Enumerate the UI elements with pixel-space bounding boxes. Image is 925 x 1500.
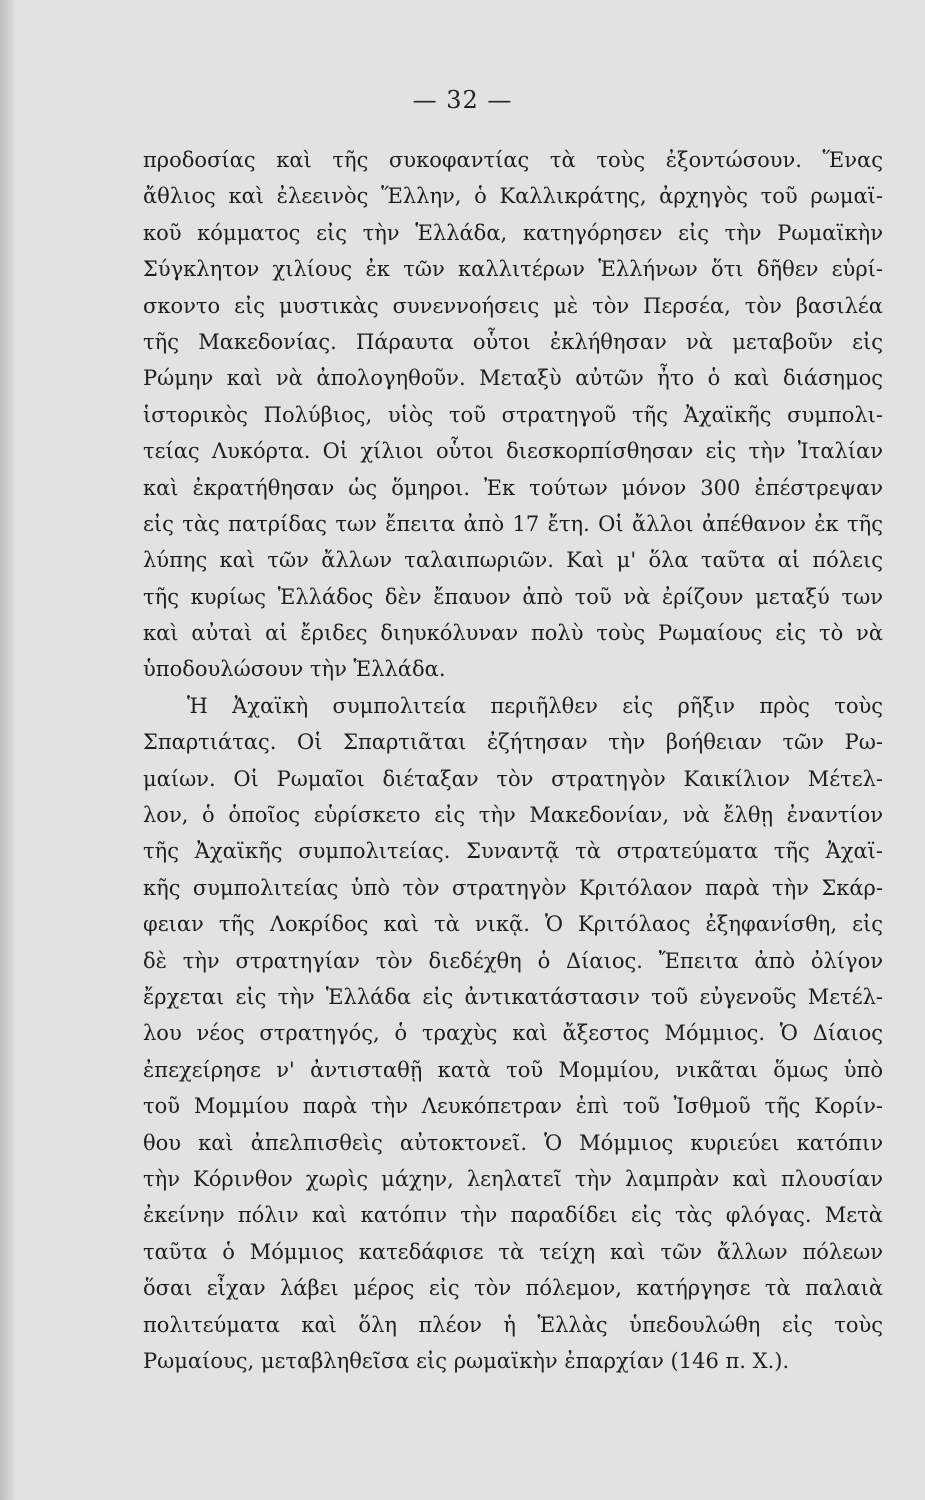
- page-binding-edge: [0, 0, 14, 1500]
- text-line: Ἡ Ἀχαϊκὴ συμπολιτεία περιῆλθεν εἰς ρῆξιν πρὸς τοὺς: [187, 693, 883, 718]
- body-text: [143, 142, 883, 1379]
- text-line: τῆς Ἀχαϊκῆς συμπολιτείας. Συναντᾷ τὰ στρατεύματα τῆς Ἀχαϊ-: [143, 839, 883, 864]
- text-line: ἐπεχείρησε ν' ἀντισταθῇ κατὰ τοῦ Μομμίου, νικᾶται ὅμως ὑπὸ: [143, 1057, 883, 1082]
- text-line: μαίων. Οἱ Ρωμαῖοι διέταξαν τὸν στρατηγὸν Καικίλιον Μέτελ-: [143, 766, 883, 791]
- text-line: Σύγκλητον χιλίους ἐκ τῶν καλλιτέρων Ἑλλήνων ὅτι δῆθεν εὑρί-: [143, 257, 883, 282]
- text-line: λον, ὁ ὁποῖος εὑρίσκετο εἰς τὴν Μακεδονίαν, νὰ ἔλθῃ ἐναντίον: [143, 803, 883, 828]
- text-line: κῆς συμπολιτείας ὑπὸ τὸν στρατηγὸν Κριτόλαον παρὰ τὴν Σκάρ-: [143, 875, 883, 900]
- text-line: προδοσίας καὶ τῆς συκοφαντίας τὰ τοὺς ἐξοντώσουν. Ἕνας: [143, 148, 883, 172]
- text-line: πολιτεύματα καὶ ὅλη πλέον ἡ Ἑλλὰς ὑπεδουλώθη εἰς τοὺς: [143, 1312, 883, 1337]
- text-line: τῆς Μακεδονίας. Πάραυτα οὗτοι ἐκλήθησαν νὰ μεταβοῦν εἰς: [143, 329, 883, 354]
- text-line: λου νέος στρατηγός, ὁ τραχὺς καὶ ἄξεστος Μόμμιος. Ὁ Δίαιος: [143, 1021, 883, 1046]
- text-line: ταῦτα ὁ Μόμμιος κατεδάφισε τὰ τείχη καὶ τῶν ἄλλων πόλεων: [143, 1239, 883, 1264]
- text-line: Ρώμην καὶ νὰ ἀπολογηθοῦν. Μεταξὺ αὐτῶν ἦτο ὁ καὶ διάσημος: [143, 366, 883, 391]
- text-line: σκοντο εἰς μυστικὰς συνεννοήσεις μὲ τὸν Περσέα, τὸν βασιλέα: [143, 293, 883, 318]
- text-line: ἔρχεται εἰς τὴν Ἑλλάδα εἰς ἀντικατάστασιν τοῦ εὐγενοῦς Μετέλ-: [143, 984, 883, 1009]
- text-line: τῆς κυρίως Ἑλλάδος δὲν ἔπαυον ἀπὸ τοῦ νὰ ἐρίζουν μεταξύ των: [143, 584, 883, 609]
- text-line: ὅσαι εἶχαν λάβει μέρος εἰς τὸν πόλεμον, κατήργησε τὰ παλαιὰ: [143, 1276, 883, 1301]
- text-line: εἰς τὰς πατρίδας των ἔπειτα ἀπὸ 17 ἔτη. Οἱ ἄλλοι ἀπέθανον ἐκ τῆς: [143, 511, 883, 536]
- text-line: καὶ αὐταὶ αἱ ἔριδες διηυκόλυναν πολὺ τοὺς Ρωμαίους εἰς τὸ νὰ: [143, 621, 883, 646]
- text-line: τοῦ Μομμίου παρὰ τὴν Λευκόπετραν ἐπὶ τοῦ Ἰσθμοῦ τῆς Κορίν-: [143, 1094, 883, 1119]
- text-line: τὴν Κόρινθον χωρὶς μάχην, λεηλατεῖ τὴν λαμπρὰν καὶ πλουσίαν: [143, 1166, 883, 1191]
- text-line: τείας Λυκόρτα. Οἱ χίλιοι οὗτοι διεσκορπίσθησαν εἰς τὴν Ἰταλίαν: [143, 439, 883, 464]
- text-line: Σπαρτιάτας. Οἱ Σπαρτιᾶται ἐζήτησαν τὴν βοήθειαν τῶν Ρω-: [143, 730, 883, 755]
- text-line: καὶ ἐκρατήθησαν ὡς ὅμηροι. Ἐκ τούτων μόνον 300 ἐπέστρεψαν: [143, 475, 883, 500]
- text-line: Ρωμαίους, μεταβληθεῖσα εἰς ρωμαϊκὴν ἐπαρχίαν (146 π. Χ.).: [143, 1348, 790, 1373]
- text-line: ἐκείνην πόλιν καὶ κατόπιν τὴν παραδίδει εἰς τὰς φλόγας. Μετὰ: [143, 1203, 883, 1228]
- text-line: φειαν τῆς Λοκρίδος καὶ τὰ νικᾷ. Ὁ Κριτόλαος ἐξηφανίσθη, εἰς: [143, 912, 883, 937]
- text-line: δὲ τὴν στρατηγίαν τὸν διεδέχθη ὁ Δίαιος. Ἔπειτα ἀπὸ ὀλίγον: [143, 948, 883, 973]
- page-number: — 32 —: [412, 86, 513, 114]
- text-line: ὑποδουλώσουν τὴν Ἑλλάδα.: [143, 657, 446, 682]
- text-line: λύπης καὶ τῶν ἄλλων ταλαιπωριῶν. Καὶ μ' ὅλα ταῦτα αἱ πόλεις: [143, 548, 883, 573]
- text-line: κοῦ κόμματος εἰς τὴν Ἑλλάδα, κατηγόρησεν εἰς τὴν Ρωμαϊκὴν: [143, 220, 883, 245]
- text-line: ἱστορικὸς Πολύβιος, υἱὸς τοῦ στρατηγοῦ τῆς Ἀχαϊκῆς συμπολι-: [143, 402, 883, 427]
- text-line: θου καὶ ἀπελπισθεὶς αὐτοκτονεῖ. Ὁ Μόμμιος κυριεύει κατόπιν: [143, 1130, 883, 1155]
- text-line: ἄθλιος καὶ ἐλεεινὸς Ἕλλην, ὁ Καλλικράτης, ἀρχηγὸς τοῦ ρωμαϊ-: [143, 184, 883, 209]
